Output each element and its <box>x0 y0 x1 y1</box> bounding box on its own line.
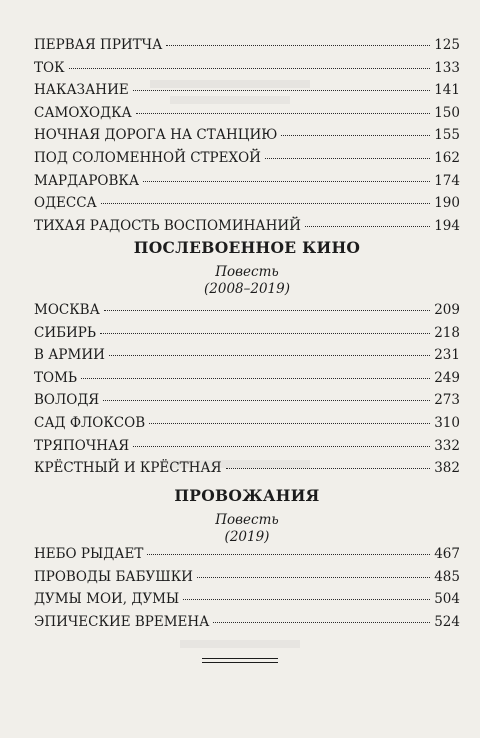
toc-group-2 <box>34 299 460 480</box>
dot-leader <box>213 622 430 623</box>
toc-entry-page: 310 <box>434 414 460 431</box>
section-years: (2019) <box>224 529 270 545</box>
toc-entry-page: 141 <box>434 82 460 99</box>
toc-entry-page: 231 <box>434 347 460 364</box>
toc-entry-page: 190 <box>434 195 460 212</box>
toc-entry-page: 133 <box>434 59 460 76</box>
dot-leader <box>149 423 430 424</box>
section-title: ПОСЛЕВОЕННОЕ КИНО <box>133 238 361 257</box>
toc-entry[interactable] <box>34 102 460 125</box>
toc-entry-title: КРЁСТНЫЙ И КРЁСТНАЯ <box>34 460 222 477</box>
toc-entry-page: 485 <box>434 568 460 585</box>
toc-entry[interactable] <box>34 57 460 80</box>
toc-entry-page: 155 <box>434 127 460 144</box>
section-header-seeing-off <box>34 486 460 546</box>
toc-entry-page: 332 <box>434 437 460 454</box>
dot-leader <box>147 554 430 555</box>
dot-leader <box>166 45 430 46</box>
toc-entry-title: МОСКВА <box>34 302 100 318</box>
dot-leader <box>109 355 430 356</box>
dot-leader <box>305 226 430 227</box>
toc-entry-page: 162 <box>434 149 460 166</box>
toc-entry-page: 467 <box>434 546 460 562</box>
toc-entry-title: ВОЛОДЯ <box>34 392 100 409</box>
toc-entry[interactable] <box>34 124 460 147</box>
toc-entry-title: ТРЯПОЧНАЯ <box>34 437 130 454</box>
toc-entry-page: 174 <box>434 172 460 189</box>
toc-entry-page: 125 <box>434 37 460 53</box>
toc-entry[interactable] <box>34 322 460 345</box>
toc-entry[interactable] <box>34 435 460 458</box>
toc-entry-page: 150 <box>434 104 460 121</box>
section-header-postwar <box>34 238 460 298</box>
dot-leader <box>265 158 430 159</box>
dot-leader <box>101 203 430 204</box>
dot-leader <box>133 90 430 91</box>
dot-leader <box>100 333 430 334</box>
toc-entry[interactable] <box>34 566 460 589</box>
toc-entry-title: МАРДАРОВКА <box>34 172 140 189</box>
dot-leader <box>133 446 430 447</box>
dot-leader <box>226 468 430 469</box>
toc-entry-title: ТИХАЯ РАДОСТЬ ВОСПОМИНАНИЙ <box>34 217 301 234</box>
toc-entry-title: СИБИРЬ <box>34 324 96 341</box>
dot-leader <box>143 181 430 182</box>
toc-entry-page: 194 <box>434 217 460 234</box>
toc-entry[interactable] <box>34 611 460 634</box>
toc-entry-title: ПЕРВАЯ ПРИТЧА <box>34 37 163 53</box>
toc-entry[interactable] <box>34 367 460 390</box>
section-genre: Повесть <box>215 512 279 528</box>
toc-entry-title: НОЧНАЯ ДОРОГА НА СТАНЦИЮ <box>34 127 278 144</box>
toc-group-1 <box>34 34 460 237</box>
toc-entry-title: ТОМЬ <box>34 369 77 386</box>
toc-entry-page: 209 <box>434 302 460 318</box>
toc-entry-title: НАКАЗАНИЕ <box>34 82 129 99</box>
toc-entry[interactable] <box>34 170 460 193</box>
toc-entry-title: ЭПИЧЕСКИЕ ВРЕМЕНА <box>34 613 210 630</box>
toc-entry[interactable] <box>34 299 460 322</box>
toc-entry-title: САД ФЛОКСОВ <box>34 414 146 431</box>
toc-entry-page: 382 <box>434 460 460 477</box>
toc-entry-title: ОДЕССА <box>34 195 97 212</box>
toc-entry-title: ТОК <box>34 59 65 76</box>
toc-entry[interactable] <box>34 588 460 611</box>
dot-leader <box>183 599 430 600</box>
toc-entry[interactable] <box>34 34 460 57</box>
dot-leader <box>136 113 430 114</box>
bleed-through-shadow <box>180 640 300 648</box>
dot-leader <box>281 135 430 136</box>
separator-rule <box>202 662 278 663</box>
toc-entry-page: 273 <box>434 392 460 409</box>
toc-entry-title: САМОХОДКА <box>34 104 132 121</box>
section-title: ПРОВОЖАНИЯ <box>174 486 320 505</box>
toc-entry[interactable] <box>34 79 460 102</box>
toc-entry[interactable] <box>34 215 460 238</box>
section-years: (2008–2019) <box>204 281 290 297</box>
dot-leader <box>104 310 430 311</box>
toc-entry-title: ДУМЫ МОИ, ДУМЫ <box>34 591 180 608</box>
toc-entry[interactable] <box>34 344 460 367</box>
dot-leader <box>197 577 430 578</box>
toc-entry-title: ПРОВОДЫ БАБУШКИ <box>34 568 193 585</box>
toc-entry[interactable] <box>34 457 460 480</box>
toc-entry[interactable] <box>34 412 460 435</box>
toc-entry[interactable] <box>34 543 460 566</box>
separator-rule <box>202 658 278 659</box>
dot-leader <box>69 68 430 69</box>
toc-entry[interactable] <box>34 192 460 215</box>
toc-entry-title: В АРМИИ <box>34 347 105 364</box>
toc-entry-page: 524 <box>434 613 460 630</box>
toc-entry[interactable] <box>34 389 460 412</box>
section-genre: Повесть <box>215 264 279 280</box>
toc-entry-page: 249 <box>434 369 460 386</box>
toc-entry[interactable] <box>34 147 460 170</box>
toc-group-3 <box>34 543 460 633</box>
toc-entry-title: НЕБО РЫДАЕТ <box>34 546 144 562</box>
toc-entry-page: 504 <box>434 591 460 608</box>
toc-entry-page: 218 <box>434 324 460 341</box>
dot-leader <box>103 400 430 401</box>
toc-entry-title: ПОД СОЛОМЕННОЙ СТРЕХОЙ <box>34 149 261 166</box>
dot-leader <box>81 378 430 379</box>
